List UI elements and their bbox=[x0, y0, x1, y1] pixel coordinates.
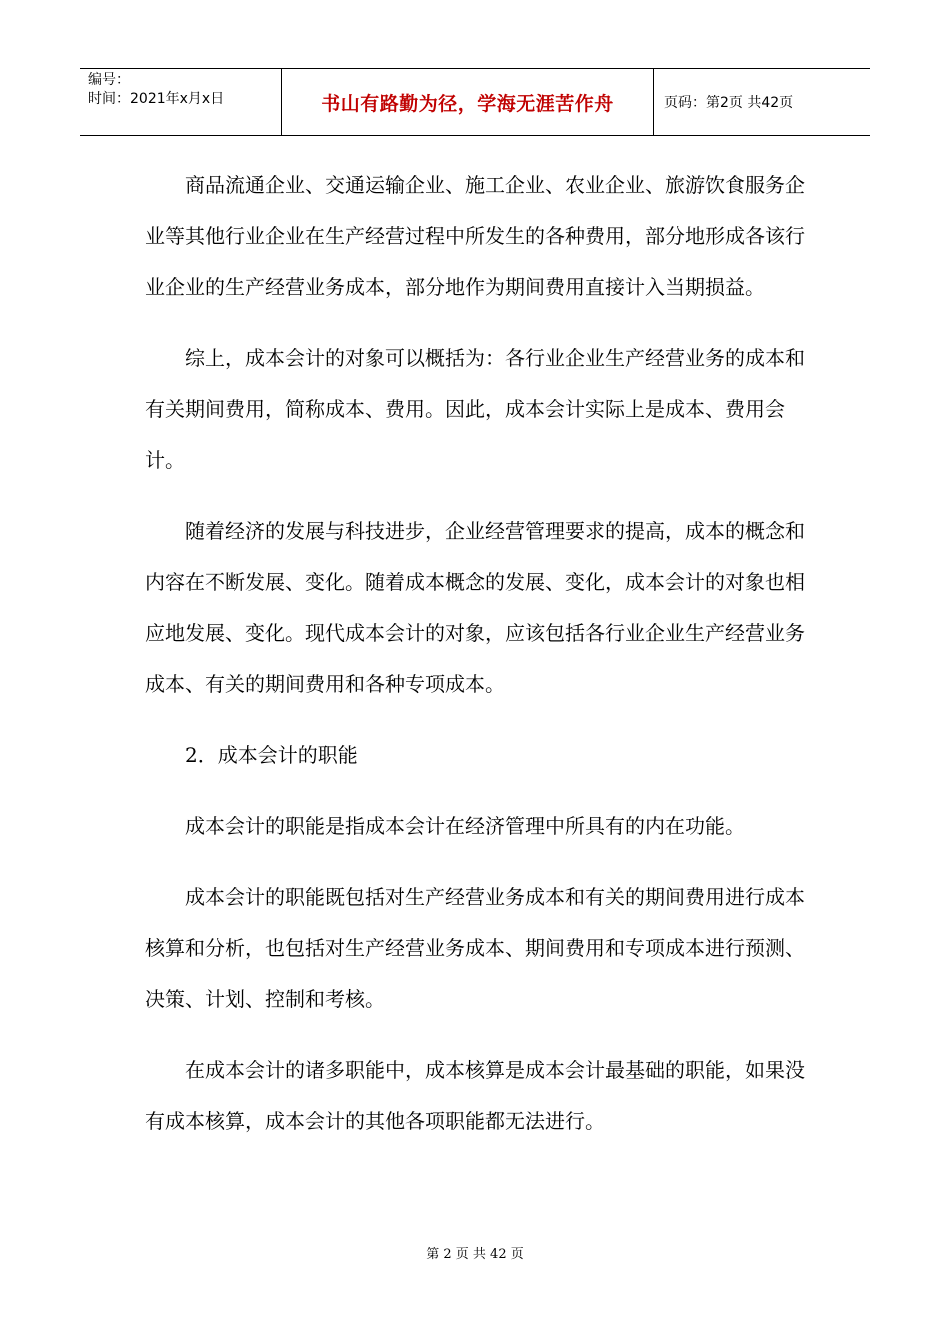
page-header bbox=[80, 68, 870, 136]
paragraph: 在成本会计的诸多职能中，成本核算是成本会计最基础的职能，如果没有成本核算，成本会计的其他各项职能都无法进行。 bbox=[145, 1058, 805, 1133]
header-motto: 书山有路勤为径，学海无涯苦作舟 bbox=[282, 69, 654, 135]
header-page-info: 页码：第2页 共42页 bbox=[664, 95, 794, 111]
paragraph: 随着经济的发展与科技进步，企业经营管理要求的提高，成本的概念和内容在不断发展、变化。随着成本概念的发展、变化，成本会计的对象也相应地发展、变化。现代成本会计的对象，应该包括各行业企业生产经营业务成本、有关的期间费用和各种专项成本。 bbox=[145, 519, 805, 696]
document-body bbox=[145, 160, 810, 1167]
paragraph: 成本会计的职能是指成本会计在经济管理中所具有的内在功能。 bbox=[185, 814, 745, 838]
page-footer: 第 2 页 共 42 页 bbox=[426, 1247, 524, 1262]
section-heading: 2．成本会计的职能 bbox=[185, 743, 358, 767]
paragraph: 商品流通企业、交通运输企业、施工企业、农业企业、旅游饮食服务企业等其他行业企业在生产经营过程中所发生的各种费用，部分地形成各该行业企业的生产经营业务成本，部分地作为期间费用直接计入当期损益。 bbox=[145, 173, 805, 299]
header-meta bbox=[80, 69, 282, 135]
document-number-label: 编号： bbox=[88, 72, 130, 88]
paragraph: 成本会计的职能既包括对生产经营业务成本和有关的期间费用进行成本核算和分析，也包括对生产经营业务成本、期间费用和专项成本进行预测、决策、计划、控制和考核。 bbox=[145, 885, 805, 1011]
document-time-label: 时间：2021年x月x日 bbox=[88, 91, 225, 107]
paragraph: 综上，成本会计的对象可以概括为：各行业企业生产经营业务的成本和有关期间费用，简称成本、费用。因此，成本会计实际上是成本、费用会计。 bbox=[145, 346, 805, 472]
